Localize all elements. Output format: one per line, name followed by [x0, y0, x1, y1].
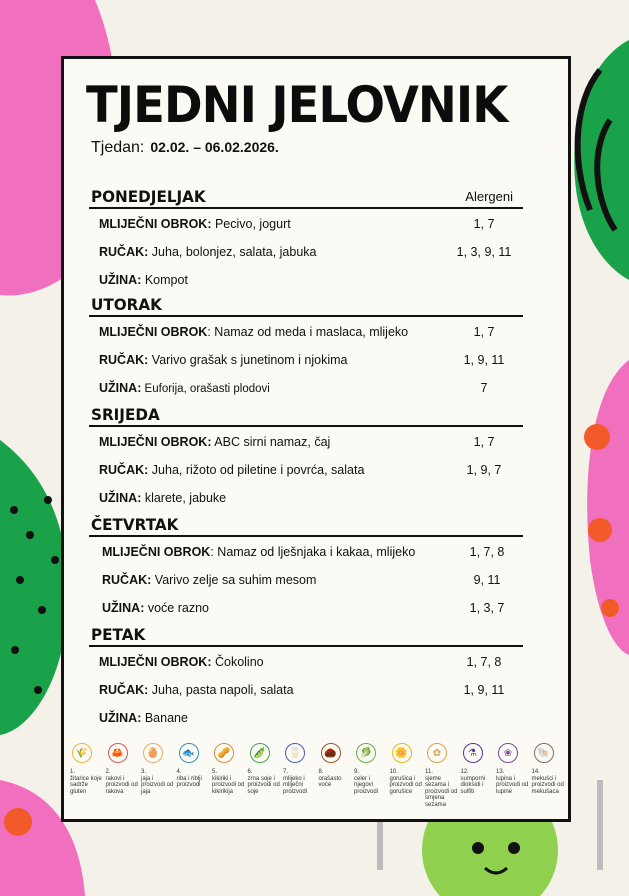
meal-text: Varivo grašak s junetinom i njokima — [148, 353, 348, 367]
meal-row — [102, 573, 522, 591]
meal-text: : Namaz od lješnjaka i kakaa, mlijeko — [210, 545, 416, 559]
legend-number: 7. — [283, 769, 289, 775]
legend-number: 2. — [105, 769, 111, 775]
meal-text: ABC sirni namaz, čaj — [211, 435, 331, 449]
meal-text: klarete, jabuke — [141, 491, 227, 505]
legend-text — [461, 769, 497, 795]
sulfite-icon: ⚗ — [463, 743, 483, 763]
day-header — [89, 295, 523, 317]
legend-text — [319, 769, 355, 789]
day-header — [89, 625, 523, 647]
legend-label: mekušci i proizvodi od mekušaca — [531, 775, 564, 795]
legend-label: kikiriki i proizvodi od kikirikija — [212, 775, 245, 795]
meal-label: UŽINA: — [99, 711, 142, 725]
meal-label: RUČAK: — [99, 683, 149, 697]
legend-label: sjeme sezama i proizvodi od smjena sezama — [425, 775, 458, 808]
legend-item — [425, 743, 459, 808]
legend-text — [390, 769, 426, 795]
meal-allergens: 1, 7 — [473, 325, 495, 339]
milk-icon: 🥛 — [285, 743, 305, 763]
day-name: ČETVRTAK — [91, 515, 179, 534]
menu-card — [61, 56, 571, 822]
meal-text: Juha, pasta napoli, salata — [148, 683, 294, 697]
meal-text: Banane — [141, 711, 188, 725]
legend-number: 10. — [389, 769, 398, 775]
celery-icon: 🥬 — [356, 743, 376, 763]
meal-label: UŽINA: — [99, 381, 142, 395]
fish-icon: 🐟 — [179, 743, 199, 763]
legend-text — [212, 769, 248, 795]
meal-row — [99, 217, 519, 235]
meal-allergens: 1, 3, 9, 11 — [456, 245, 512, 259]
meal-row — [102, 545, 522, 563]
legend-number: 14. — [531, 769, 540, 775]
legend-label: rakovi i proizvodi od rakova — [105, 775, 138, 795]
legend-number: 3. — [141, 769, 147, 775]
meal-allergens: 1, 9, 11 — [463, 683, 505, 697]
meal-label: RUČAK: — [99, 353, 149, 367]
meal-row — [99, 491, 519, 509]
meal-allergens: 1, 7 — [473, 217, 495, 231]
meal-label: MLIJEČNI OBROK — [99, 325, 208, 339]
lupin-icon: ❀ — [498, 743, 518, 763]
legend-number: 13. — [496, 769, 505, 775]
meal-label: MLIJEČNI OBROK: — [99, 655, 212, 669]
legend-label: zrna soje i proizvodi od soje — [247, 775, 280, 795]
legend-label: mlijeko i mliječni proizvodi — [283, 775, 308, 795]
meal-row — [99, 325, 519, 343]
week-label: Tjedan: — [91, 139, 145, 156]
legend-item — [106, 743, 140, 795]
legend-item — [496, 743, 530, 795]
egg-icon: 🥚 — [143, 743, 163, 763]
legend-item — [390, 743, 424, 795]
wheat-icon: 🌾 — [72, 743, 92, 763]
legend-number: 5. — [212, 769, 218, 775]
legend-text — [177, 769, 213, 789]
legend-text — [425, 769, 461, 808]
meal-allergens: 9, 11 — [473, 573, 501, 587]
meal-label: MLIJEČNI OBROK: — [99, 217, 212, 231]
meal-allergens: 1, 7 — [473, 435, 495, 449]
day-name: UTORAK — [91, 295, 162, 314]
legend-label: jaja i proizvodi od jaja — [141, 775, 174, 795]
meal-text: Varivo zelje sa suhim mesom — [151, 573, 317, 587]
meal-text: Pecivo, jogurt — [211, 217, 291, 231]
legend-text — [354, 769, 390, 795]
page-title: TJEDNI JELOVNIK — [86, 76, 508, 134]
meal-row — [99, 435, 519, 453]
soy-icon: 🫛 — [250, 743, 270, 763]
meal-label: RUČAK: — [99, 245, 149, 259]
legend-number: 8. — [318, 769, 324, 775]
sesame-icon: ✿ — [427, 743, 447, 763]
legend-item — [141, 743, 175, 795]
legend-label: riba i riblji proizvodi — [176, 775, 202, 788]
meal-text: voće razno — [144, 601, 209, 615]
meal-allergens: 1, 7, 8 — [469, 545, 505, 559]
day-header — [89, 405, 523, 427]
legend-number: 9. — [354, 769, 360, 775]
legend-label: sumporni dioksidi i sulfiti — [460, 775, 486, 795]
day-header — [89, 187, 523, 209]
legend-item — [319, 743, 353, 789]
meal-allergens: 1, 9, 11 — [463, 353, 505, 367]
legend-item — [283, 743, 317, 795]
meal-allergens: 7 — [480, 381, 488, 395]
meal-row — [102, 601, 522, 619]
legend-item — [70, 743, 104, 795]
legend-text — [496, 769, 532, 795]
meal-text: : Namaz od meda i maslaca, mlijeko — [207, 325, 409, 339]
legend-number: 1. — [70, 769, 76, 775]
meal-text: Juha, rižoto od piletine i povrća, salata — [148, 463, 365, 477]
legend-item — [461, 743, 495, 795]
legend-label: celer i njegovi proizvodi — [354, 775, 379, 795]
meal-label: MLIJEČNI OBROK — [102, 545, 211, 559]
legend-number: 4. — [176, 769, 182, 775]
legend-number: 6. — [247, 769, 253, 775]
meal-allergens: 1, 3, 7 — [469, 601, 505, 615]
meal-row — [99, 683, 519, 701]
legend-text — [106, 769, 142, 795]
legend-number: 11. — [425, 769, 433, 775]
nut-icon: 🌰 — [321, 743, 341, 763]
meal-text: Euforija, orašasti plodovi — [141, 383, 270, 395]
mustard-icon: 🌼 — [392, 743, 412, 763]
legend-item — [532, 743, 566, 795]
meal-text: Juha, bolonjez, salata, jabuka — [148, 245, 317, 259]
legend-label: žitarice koje sadrže gluten — [70, 775, 102, 795]
meal-label: MLIJEČNI OBROK: — [99, 435, 212, 449]
legend-label: orašasto voće — [318, 775, 342, 788]
legend-item — [177, 743, 211, 789]
meal-label: RUČAK: — [99, 463, 149, 477]
legend-text — [283, 769, 319, 795]
crab-icon: 🦀 — [108, 743, 128, 763]
legend-item — [354, 743, 388, 795]
legend-item — [248, 743, 282, 795]
meal-row — [99, 711, 519, 729]
meal-text: Čokolino — [211, 655, 264, 669]
day-name: SRIJEDA — [91, 405, 160, 424]
meal-row — [99, 353, 519, 371]
meal-row — [99, 655, 519, 673]
meal-text: Kompot — [141, 273, 188, 287]
meal-row — [99, 381, 519, 399]
legend-label: gorušica i proizvodi od gorušice — [389, 775, 422, 795]
day-header — [89, 515, 523, 537]
legend-text — [141, 769, 177, 795]
meal-allergens: 1, 9, 7 — [466, 463, 502, 477]
legend-text — [532, 769, 568, 795]
legend-number: 12. — [460, 769, 469, 775]
meal-label: UŽINA: — [99, 273, 142, 287]
day-name: PETAK — [91, 625, 146, 644]
meal-allergens: 1, 7, 8 — [466, 655, 502, 669]
week-range — [91, 139, 279, 157]
legend-item — [212, 743, 246, 795]
meal-row — [99, 463, 519, 481]
peanut-icon: 🥜 — [214, 743, 234, 763]
meal-label: RUČAK: — [102, 573, 152, 587]
meal-label: UŽINA: — [99, 491, 142, 505]
legend-text — [248, 769, 284, 795]
week-value: 02.02. – 06.02.2026. — [150, 139, 279, 155]
allergen-legend — [70, 743, 570, 823]
meal-row — [99, 245, 519, 263]
mollusc-icon: 🐚 — [534, 743, 554, 763]
meal-label: UŽINA: — [102, 601, 145, 615]
day-name: PONEDJELJAK — [91, 187, 206, 206]
legend-text — [70, 769, 106, 795]
legend-label: lupina i proizvodi od lupine — [496, 775, 529, 795]
meal-row — [99, 273, 519, 291]
allergens-header: Alergeni — [465, 189, 513, 204]
